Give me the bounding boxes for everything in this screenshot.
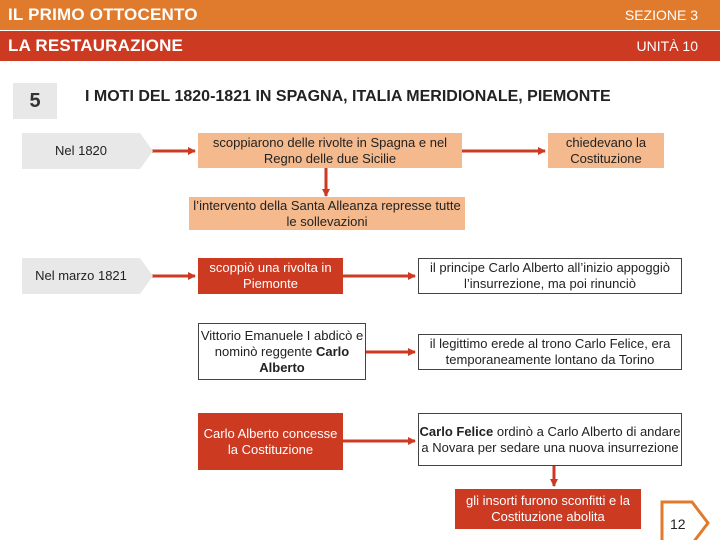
box-concesse-costituzione (198, 413, 343, 470)
date-marzo-1821 (22, 258, 140, 294)
box-santa-alleanza-text: l’intervento della Santa Alleanza represse tutte le sollevazioni (193, 197, 461, 229)
box-concesse-costituzione-text: Carlo Alberto concesse la Costituzione (203, 425, 338, 457)
date-1820-label: Nel 1820 (54, 143, 108, 158)
section-label: SEZIONE 3 (624, 7, 698, 23)
unit-label: UNITÀ 10 (636, 38, 698, 54)
box-rivolta-piemonte-text: scoppiò una rivolta in Piemonte (209, 260, 332, 291)
header-subtitle: LA RESTAURAZIONE (8, 36, 184, 55)
box-santa-alleanza (189, 197, 465, 230)
header-title: IL PRIMO OTTOCENTO (8, 5, 198, 24)
box-carlo-alberto-inizio (418, 258, 682, 294)
date-marzo-1821-label: Nel marzo 1821 (35, 268, 127, 283)
box-carlo-felice-novara (418, 413, 682, 466)
vittorio-bold-name: Carlo Alberto (259, 343, 350, 375)
box-vittorio-emanuele (198, 323, 366, 380)
felice-text: ordinò a Carlo Alberto di andare a Novara per sedare una nuova insurrezione (421, 423, 681, 455)
date-1820 (22, 133, 140, 169)
box-chiedevano-costituzione-text: chiedevano la Costituzione (565, 134, 647, 166)
page-number: 12 (670, 516, 686, 532)
box-insorti-sconfitti (455, 489, 641, 529)
box-rivolta-piemonte (198, 258, 343, 294)
felice-bold-name: Carlo Felice (419, 423, 494, 439)
box-chiedevano-costituzione (548, 133, 664, 168)
box-legittimo-erede (418, 334, 682, 370)
page-title: I MOTI DEL 1820-1821 IN SPAGNA, ITALIA MERIDIONALE, PIEMONTE (85, 88, 611, 105)
box-carlo-alberto-inizio-text: il principe Carlo Alberto all’inizio appoggiò l’insurrezione, ma poi rinunciò (430, 260, 670, 291)
vittorio-text: Vittorio Emanuele I abdicò e nominò reggente (200, 327, 364, 359)
box-legittimo-erede-text: il legittimo erede al trono Carlo Felice, era temporaneamente lontano da Torino (429, 336, 671, 367)
box-rivolte-spagna (198, 133, 462, 168)
chapter-number: 5 (13, 83, 57, 119)
box-insorti-sconfitti-text: gli insorti furono sconfitti e la Costituzione abolita (465, 493, 631, 524)
box-vittorio-emanuele-text (199, 328, 365, 376)
box-rivolte-spagna-text: scoppiarono delle rivolte in Spagna e nel Regno delle due Sicilie (212, 134, 448, 166)
box-carlo-felice-novara-text (419, 424, 681, 456)
